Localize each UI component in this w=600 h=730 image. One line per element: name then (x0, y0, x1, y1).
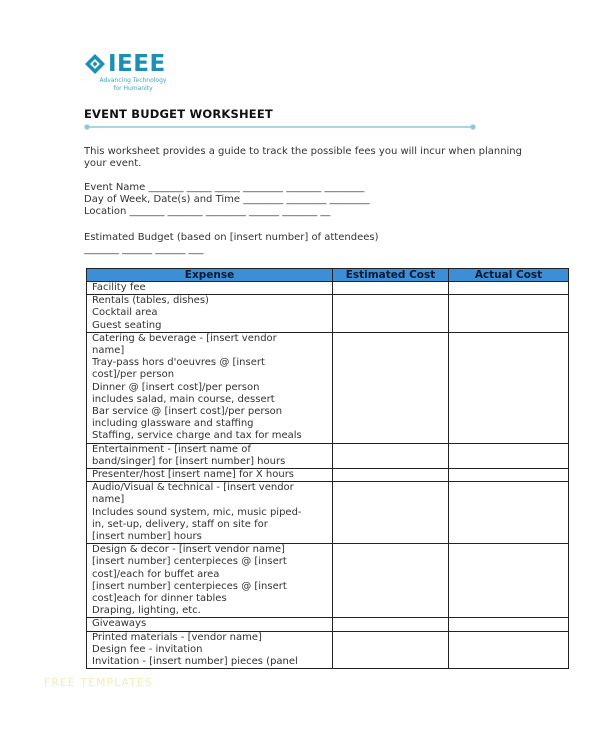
expense-line: Audio/Visual & technical - [insert vendor (92, 482, 294, 494)
table-header-row (87, 269, 569, 282)
expense-cell (87, 469, 333, 482)
actual-cost-cell[interactable] (449, 482, 569, 544)
expense-line: Invitation - [insert number] pieces (panel (92, 656, 298, 668)
actual-cost-cell[interactable] (449, 332, 569, 443)
expense-line: [insert number] centerpieces @ [insert (92, 580, 287, 592)
table-body (87, 282, 569, 669)
actual-cost-cell[interactable] (449, 469, 569, 482)
estimated-cost-cell[interactable] (333, 618, 449, 631)
actual-cost-cell[interactable] (449, 631, 569, 669)
estimated-budget-blank: _______ ______ ______ ___ (84, 244, 204, 255)
expense-line: cost]each for dinner tables (92, 593, 227, 605)
table-row (87, 469, 569, 482)
intro-text: This worksheet provides a guide to track the possible fees you will incur when planning your event. (84, 146, 522, 169)
expense-line: Presenter/host [insert name] for X hours (92, 469, 295, 481)
table-row (87, 443, 569, 468)
header-actual-cost: Actual Cost (449, 269, 569, 282)
expense-line: Draping, lighting, etc. (92, 605, 201, 617)
expense-line: Design & decor - [insert vendor name] (92, 544, 285, 556)
expense-line: Facility fee (92, 282, 146, 293)
ieee-diamond-icon (84, 53, 106, 75)
table-row (87, 282, 569, 295)
actual-cost-cell[interactable] (449, 282, 569, 295)
header-estimated-cost: Estimated Cost (333, 269, 449, 282)
estimated-cost-cell[interactable] (333, 469, 449, 482)
actual-cost-cell[interactable] (449, 295, 569, 333)
estimated-cost-cell[interactable] (333, 482, 449, 544)
estimated-cost-cell[interactable] (333, 544, 449, 618)
expense-cell (87, 295, 333, 333)
watermark: FREE TEMPLATES (44, 676, 153, 689)
expense-line: name] (92, 345, 125, 357)
table-row (87, 295, 569, 333)
expense-line: [insert number] hours (92, 531, 202, 543)
logo-tagline: Advancing Technology for Humanity (99, 77, 167, 92)
expense-line: Design fee - invitation (92, 643, 203, 655)
expense-line: name] (92, 494, 125, 506)
expense-cell (87, 482, 333, 544)
expense-line: Giveaways (92, 618, 147, 630)
expense-cell (87, 443, 333, 468)
expense-line: including glassware and staffing (92, 418, 254, 430)
expense-cell (87, 282, 333, 295)
expense-line: Cocktail area (92, 307, 158, 319)
expense-line: includes salad, main course, dessert (92, 393, 275, 405)
expense-line: Staffing, service charge and tax for meals (92, 430, 302, 442)
expense-line: cost]/per person (92, 369, 175, 381)
day-date-time-field: Day of Week, Date(s) and Time ________ ________ ________ (84, 194, 370, 205)
page-title: EVENT BUDGET WORKSHEET (84, 107, 273, 121)
estimated-cost-cell[interactable] (333, 443, 449, 468)
table-row (87, 332, 569, 443)
title-divider (84, 122, 476, 132)
ieee-logo (84, 51, 214, 99)
expense-line: Guest seating (92, 319, 162, 331)
header-expense: Expense (87, 269, 333, 282)
expense-line: Dinner @ [insert cost]/per person (92, 381, 260, 393)
expense-line: Tray-pass hors d'oeuvres @ [insert (92, 357, 265, 369)
actual-cost-cell[interactable] (449, 618, 569, 631)
estimated-cost-cell[interactable] (333, 631, 449, 669)
table-row (87, 482, 569, 544)
expense-line: in, set-up, delivery, staff on site for (92, 518, 268, 530)
table-row (87, 618, 569, 631)
table-row (87, 544, 569, 618)
expense-cell (87, 332, 333, 443)
expense-table (86, 268, 569, 669)
expense-line: cost]/each for buffet area (92, 568, 220, 580)
expense-line: Rentals (tables, dishes) (92, 295, 209, 307)
estimated-cost-cell[interactable] (333, 282, 449, 295)
estimated-cost-cell[interactable] (333, 332, 449, 443)
expense-line: Printed materials - [vendor name] (92, 631, 262, 643)
expense-line: [insert number] centerpieces @ [insert (92, 556, 287, 568)
logo-wordmark: IEEE (108, 51, 166, 77)
expense-line: Includes sound system, mic, music piped- (92, 506, 302, 518)
event-name-field: Event Name _______ _____ _____ ________ _______ ________ (84, 182, 365, 193)
expense-cell (87, 544, 333, 618)
expense-line: Entertainment - [insert name of (92, 443, 251, 455)
actual-cost-cell[interactable] (449, 544, 569, 618)
expense-cell (87, 618, 333, 631)
expense-line: Bar service @ [insert cost]/per person (92, 406, 283, 418)
estimated-budget (84, 232, 554, 256)
estimated-budget-label: Estimated Budget (based on [insert number] of attendees) (84, 232, 379, 243)
estimated-cost-cell[interactable] (333, 295, 449, 333)
location-field: Location _______ _______ ________ ______ _______ __ (84, 206, 331, 217)
actual-cost-cell[interactable] (449, 443, 569, 468)
expense-cell (87, 631, 333, 669)
expense-line: Catering & beverage - [insert vendor (92, 332, 277, 344)
expense-line: band/singer] for [insert number] hours (92, 455, 286, 467)
event-fields (84, 182, 554, 218)
table-row (87, 631, 569, 669)
